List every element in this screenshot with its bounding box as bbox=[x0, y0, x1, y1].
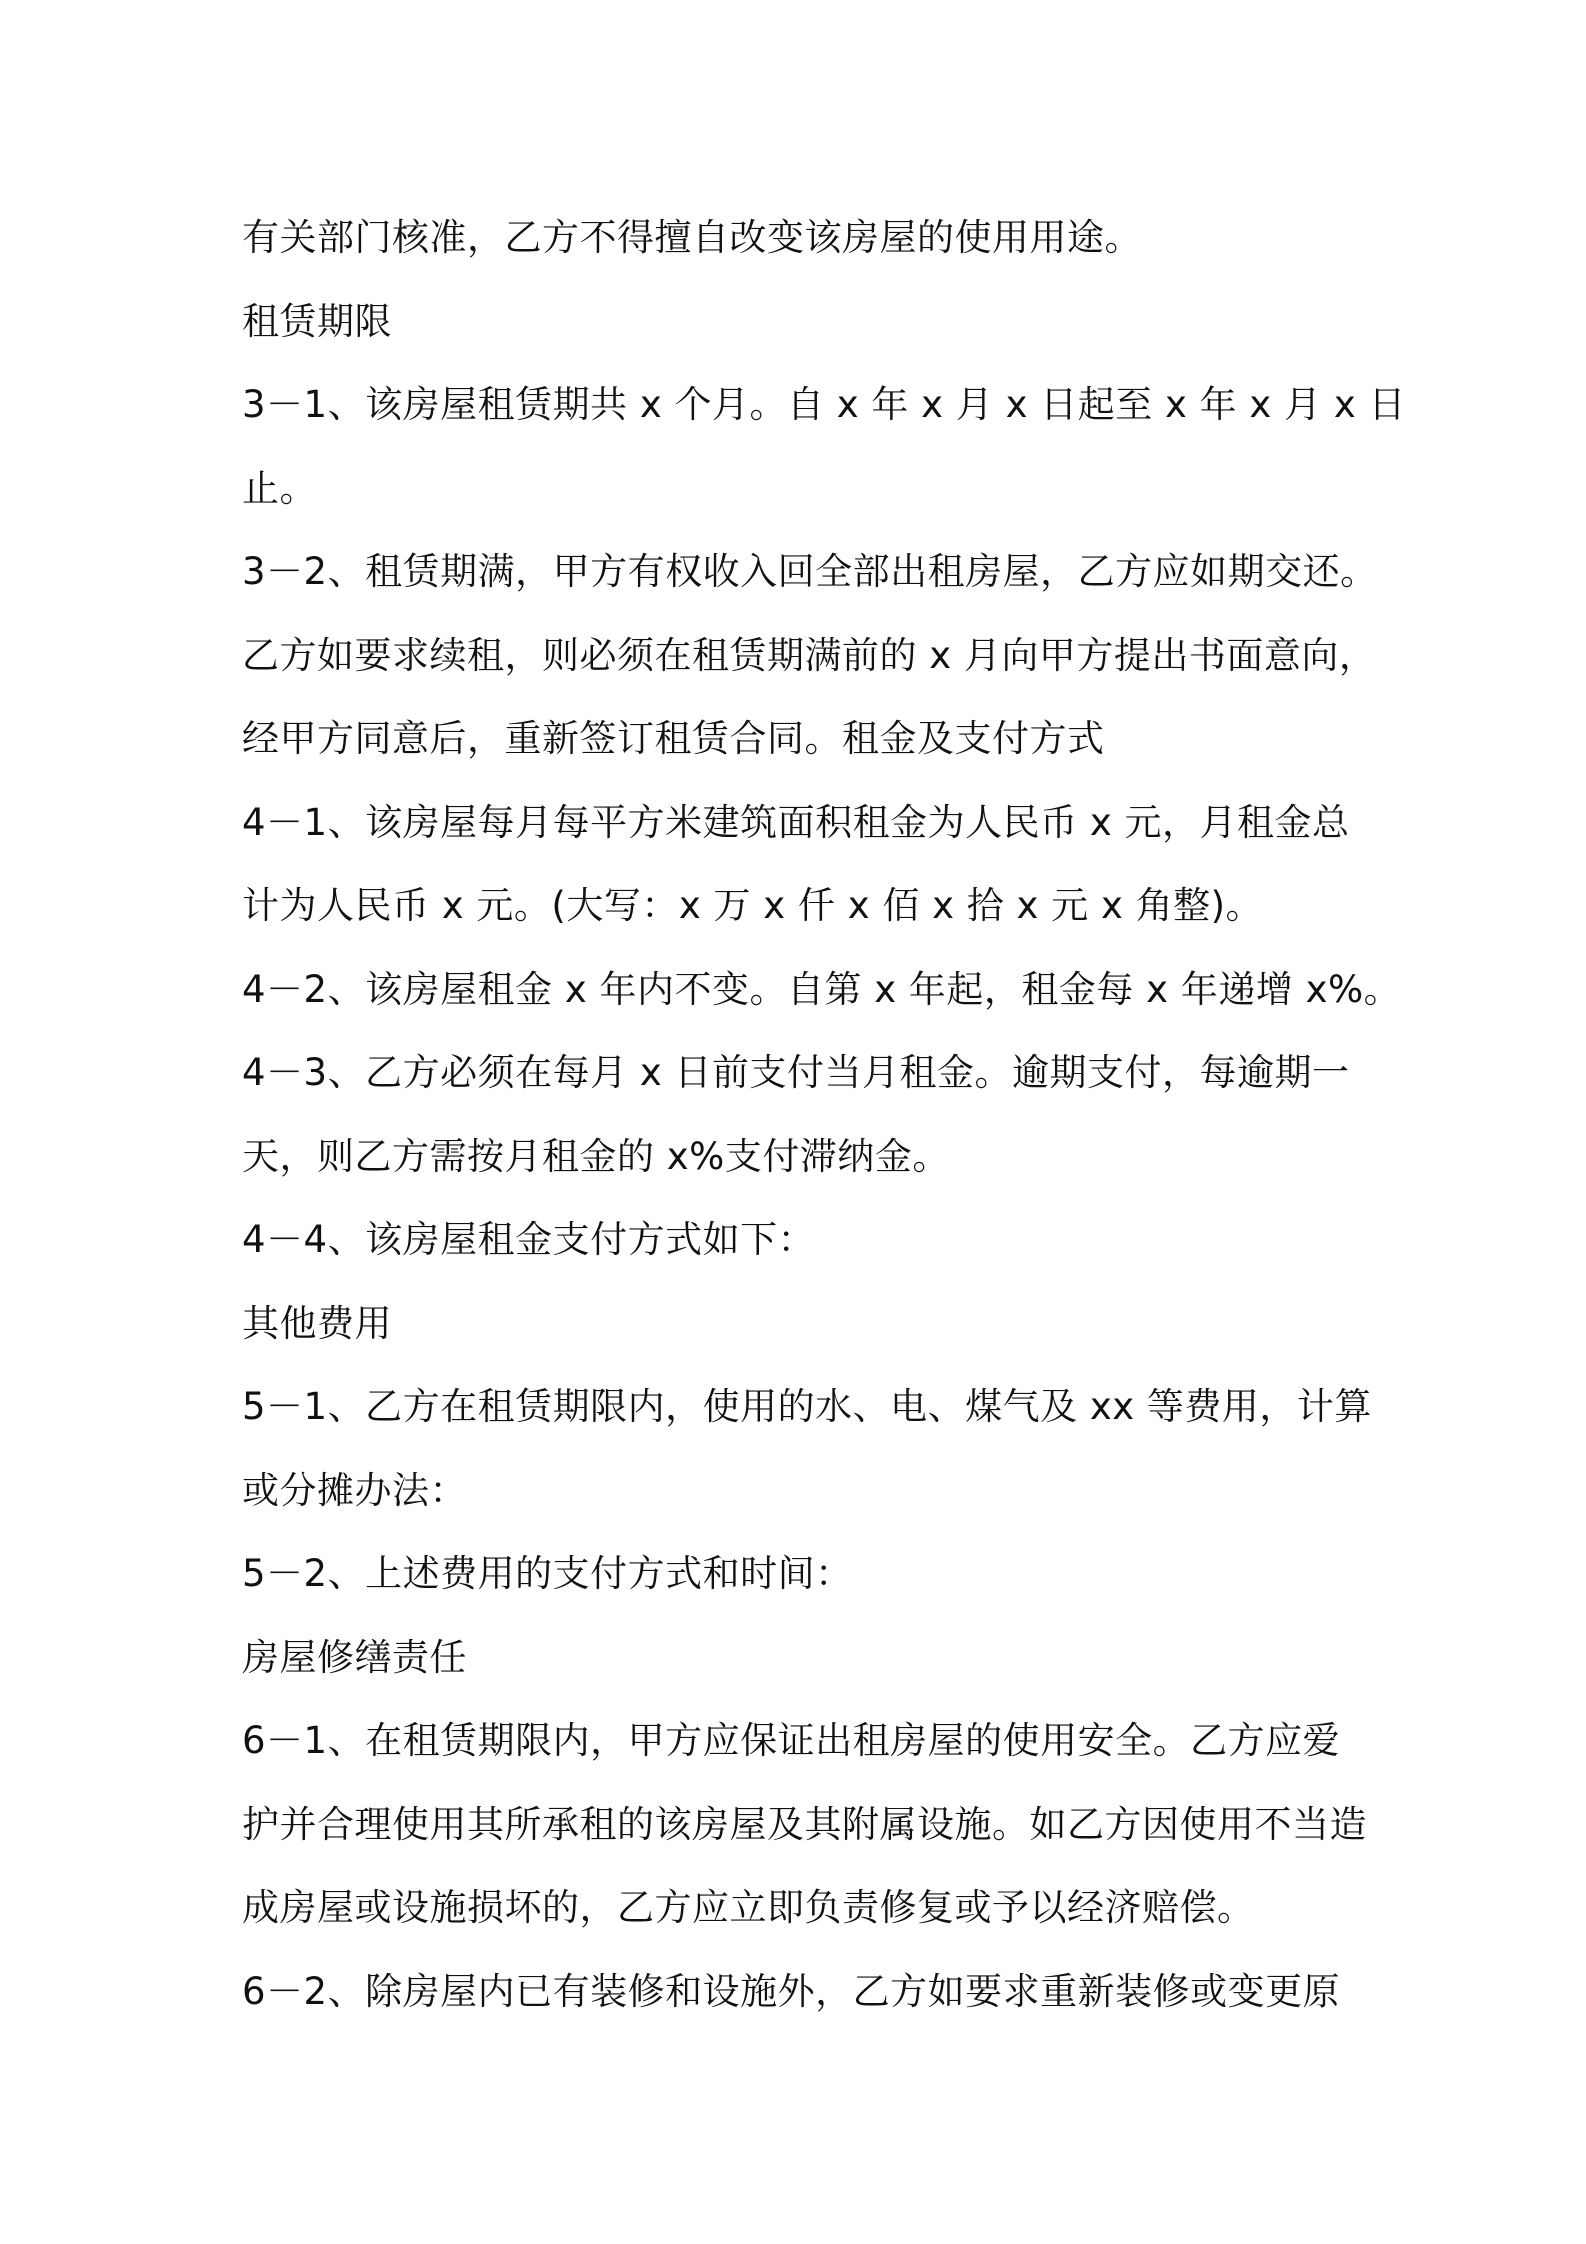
text-line: 4－2、该房屋租金 x 年内不变。自第 x 年起，租金每 x 年递增 x%。 bbox=[242, 967, 1402, 1011]
text-line: 计为人民币 x 元。(大写：x 万 x 仟 x 佰 x 拾 x 元 x 角整)。 bbox=[242, 884, 1264, 927]
text-line: 经甲方同意后，重新签订租赁合同。租金及支付方式 bbox=[242, 717, 1105, 760]
text-line: 天，则乙方需按月租金的 x%支付滞纳金。 bbox=[242, 1134, 950, 1178]
text-line: 4－4、该房屋租金支付方式如下： bbox=[242, 1218, 816, 1261]
text-line: 5－2、上述费用的支付方式和时间： bbox=[242, 1552, 853, 1595]
text-line: 止。 bbox=[242, 466, 317, 510]
text-line: 5－1、乙方在租赁期限内，使用的水、电、煤气及 xx 等费用，计算 bbox=[242, 1385, 1372, 1428]
text-line: 3－1、该房屋租赁期共 x 个月。自 x 年 x 月 x 日起至 x 年 x 月 x 日 bbox=[242, 383, 1407, 426]
text-line: 6－1、在租赁期限内，甲方应保证出租房屋的使用安全。乙方应爱 bbox=[242, 1719, 1341, 1762]
document-body bbox=[242, 196, 1407, 2033]
text-line: 或分摊办法： bbox=[242, 1468, 467, 1512]
text-line: 4－3、乙方必须在每月 x 日前支付当月租金。逾期支付，每逾期一 bbox=[242, 1051, 1350, 1094]
text-line: 成房屋或设施损坏的，乙方应立即负责修复或予以经济赔偿。 bbox=[242, 1886, 1255, 1929]
text-line: 护并合理使用其所承租的该房屋及其附属设施。如乙方因使用不当造 bbox=[242, 1802, 1367, 1846]
section-heading: 其他费用 bbox=[242, 1301, 392, 1345]
text-line: 有关部门核准，乙方不得擅自改变该房屋的使用用途。 bbox=[242, 216, 1142, 259]
text-line: 4－1、该房屋每月每平方米建筑面积租金为人民币 x 元，月租金总 bbox=[242, 800, 1350, 844]
text-line: 乙方如要求续租，则必须在租赁期满前的 x 月向甲方提出书面意向， bbox=[242, 633, 1377, 677]
text-line: 3－2、租赁期满，甲方有权收入回全部出租房屋，乙方应如期交还。 bbox=[242, 550, 1378, 593]
text-line: 6－2、除房屋内已有装修和设施外，乙方如要求重新装修或变更原 bbox=[242, 1969, 1341, 2013]
section-heading: 房屋修缮责任 bbox=[242, 1635, 467, 1679]
section-heading: 租赁期限 bbox=[242, 299, 392, 343]
